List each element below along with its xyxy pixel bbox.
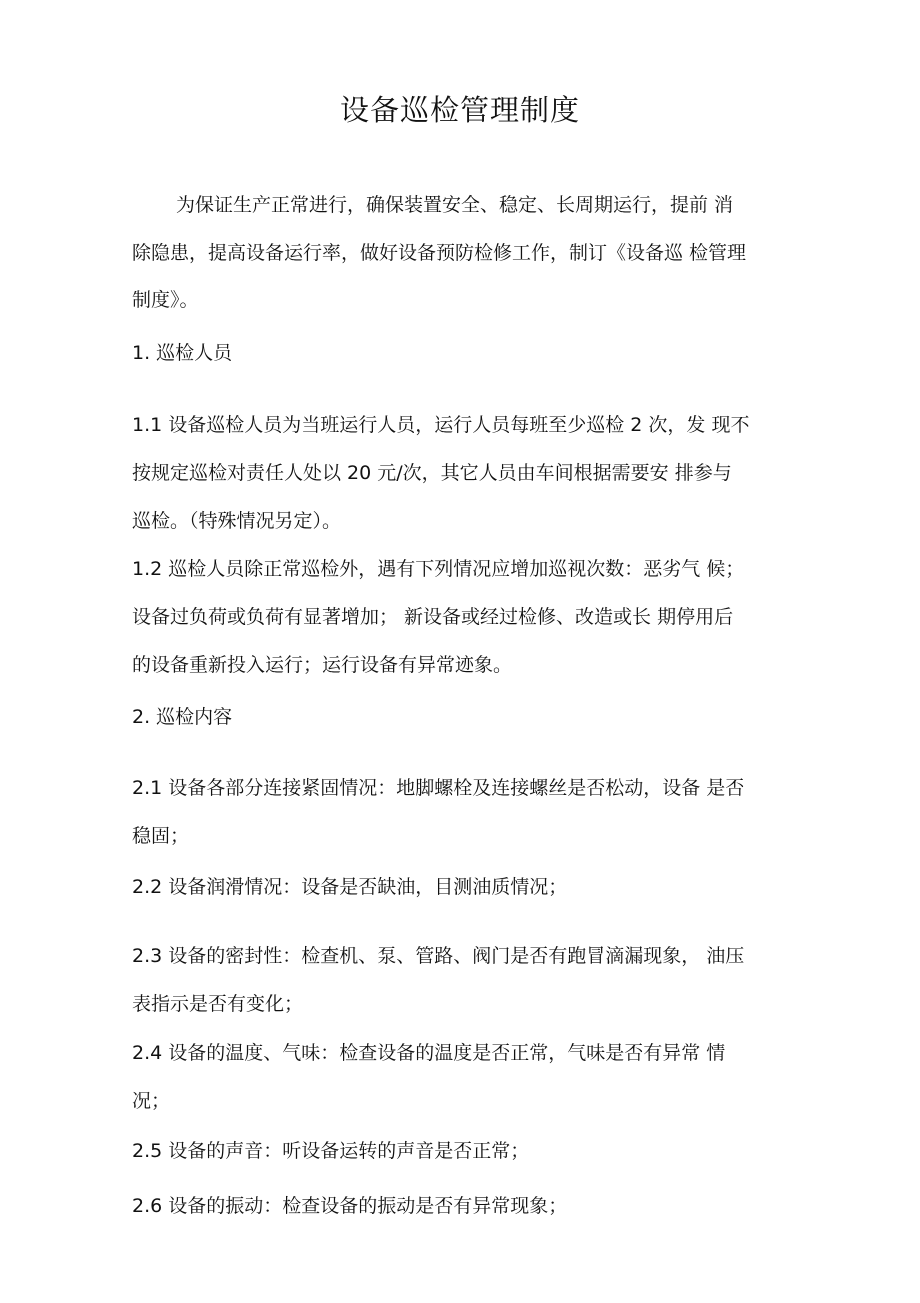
paragraph-line: 2.5 设备的声音：听设备运转的声音是否正常； [132,1140,530,1162]
section-heading: 1. 巡检人员 [132,342,233,364]
paragraph-line: 设备过负荷或负荷有显著增加； 新设备或经过检修、改造或长 期停用后 [132,606,734,628]
paragraph-line: 巡检。（特殊情况另定）。 [132,510,342,532]
paragraph-line: 2.2 设备润滑情况：设备是否缺油，目测油质情况； [132,876,568,898]
section-heading: 2. 巡检内容 [132,706,233,728]
paragraph-line: 况； [132,1090,171,1112]
paragraph-line: 1.2 巡检人员除正常巡检外，遇有下列情况应增加巡视次数：恶劣气 候； [132,558,745,580]
document-title: 设备巡检管理制度 [339,93,580,127]
paragraph-line: 2.3 设备的密封性：检查机、泵、管路、阀门是否有跑冒滴漏现象， 油压 [132,945,745,967]
paragraph-line: 2.6 设备的振动：检查设备的振动是否有异常现象； [132,1195,568,1217]
paragraph-line: 表指示是否有变化； [132,993,304,1015]
paragraph-line: 稳固； [132,825,190,847]
paragraph-line: 1.1 设备巡检人员为当班运行人员，运行人员每班至少巡检 2 次，发 现不 [132,414,750,436]
paragraph-line: 2.1 设备各部分连接紧固情况：地脚螺栓及连接螺丝是否松动，设备 是否 [132,777,745,799]
paragraph-line: 2.4 设备的温度、气味：检查设备的温度是否正常，气味是否有异常 情 [132,1042,726,1064]
paragraph-line: 按规定巡检对责任人处以 20 元/次，其它人员由车间根据需要安 排参与 [132,462,732,484]
paragraph-line: 为保证生产正常进行，确保装置安全、稳定、长周期运行，提前 消 [176,194,734,216]
paragraph-line: 制度》。 [132,289,199,311]
paragraph-line: 除隐患，提高设备运行率，做好设备预防检修工作，制订《设备巡 检管理 [132,242,747,264]
paragraph-line: 的设备重新投入运行；运行设备有异常迹象。 [132,654,513,676]
